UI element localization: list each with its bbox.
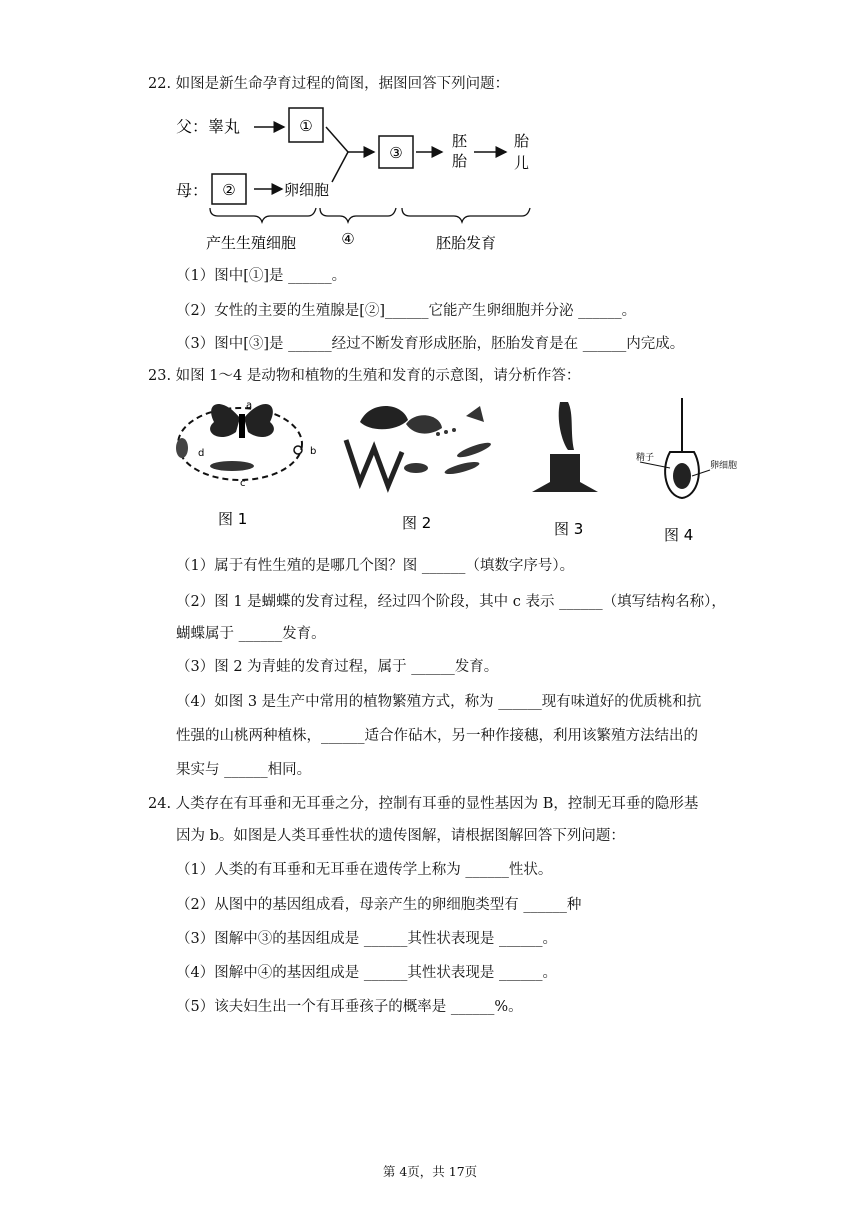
box-1-label: ①: [299, 117, 313, 135]
fetus-char-1: 胎: [514, 132, 530, 150]
figure-1-butterfly-cycle: [176, 400, 316, 528]
fig1-c: c: [240, 478, 246, 489]
page-footer: 第 4页，共 17页: [382, 1164, 478, 1179]
q24-stem-line1: 24. 人类存在有耳垂和无耳垂之分，控制有耳垂的显性基因为 B，控制无耳垂的隐形基: [148, 796, 699, 812]
q24-stem-line2: 因为 b。如图是人类耳垂性状的遗传图解，请根据图解回答下列问题：: [176, 828, 625, 844]
fig4-sperm: 精子: [636, 453, 655, 463]
q24-sub1: （1）人类的有耳垂和无耳垂在遗传学上称为 ______性状。: [176, 862, 553, 878]
stage-3: 胚胎发育: [436, 234, 497, 252]
q23-sub3: （3）图 2 为青蛙的发育过程，属于 ______发育。: [176, 659, 499, 675]
fig1-b: b: [310, 446, 317, 457]
q23-stem: 23. 如图 1～4 是动物和植物的生殖和发育的示意图，请分析作答：: [148, 368, 581, 384]
q23-sub4-line2: 性强的山桃两种植株，______适合作砧木，另一种作接穗，利用该繁殖方法结出的: [176, 728, 698, 744]
q23-sub4-line3: 果实与 ______相同。: [176, 762, 312, 778]
figure-3-grafting: [532, 402, 598, 538]
q23-figures: [170, 392, 760, 550]
fig4-label: 图 4: [664, 526, 694, 544]
fig2-label: 图 2: [402, 514, 432, 532]
brace-1: [210, 208, 316, 222]
box-3-label: ③: [389, 144, 403, 162]
stage-2: ④: [341, 230, 355, 248]
q24-sub3: （3）图解中③的基因组成是 ______其性状表现是 ______。: [176, 931, 557, 947]
fig4-egg: 卵细胞: [710, 461, 738, 471]
q22-sub2: （2）女性的主要的生殖腺是[②]______它能产生卵细胞并分泌 ______。: [176, 303, 637, 319]
embryo-char-1: 胚: [452, 132, 468, 150]
brace-2: [320, 208, 396, 222]
q24-sub2: （2）从图中的基因组成看，母亲产生的卵细胞类型有 ______种: [176, 897, 582, 913]
stage-1: 产生生殖细胞: [206, 234, 297, 252]
figure-4-fertilization: [636, 398, 737, 544]
box-2-label: ②: [222, 181, 236, 199]
embryo-char-2: 胎: [452, 152, 468, 170]
father-label: 父：睾丸: [176, 117, 241, 136]
egg-label: 卵细胞: [284, 181, 330, 199]
brace-3: [402, 208, 530, 222]
figure-2-frog-cycle: [346, 406, 492, 532]
q23-sub2-line2: 蝴蝶属于 ______发育。: [176, 626, 326, 642]
q22-stem: 22. 如图是新生命孕育过程的简图，据图回答下列问题：: [148, 76, 510, 92]
fetus-char-2: 儿: [514, 154, 530, 172]
mother-label: 母：: [176, 181, 209, 200]
q23-sub2-line1: （2）图 1 是蝴蝶的发育过程，经过四个阶段，其中 c 表示 ______（填写结构名称），: [176, 594, 726, 610]
q22-diagram: [170, 100, 550, 260]
fig1-d: d: [198, 448, 205, 459]
q22-sub1: （1）图中[①]是 ______。: [176, 268, 347, 284]
fig1-label: 图 1: [218, 510, 248, 528]
fig1-a: a: [246, 400, 253, 411]
fig3-label: 图 3: [554, 520, 584, 538]
q22-sub3: （3）图中[③]是 ______经过不断发育形成胚胎，胚胎发育是在 ______内完成。: [176, 336, 685, 352]
q23-sub1: （1）属于有性生殖的是哪几个图？图 ______（填数字序号）。: [176, 558, 575, 574]
q24-sub5: （5）该夫妇生出一个有耳垂孩子的概率是 ______%。: [176, 999, 523, 1015]
q24-sub4: （4）图解中④的基因组成是 ______其性状表现是 ______。: [176, 965, 557, 981]
q23-sub4-line1: （4）如图 3 是生产中常用的植物繁殖方式，称为 ______现有味道好的优质桃和抗: [176, 694, 702, 710]
